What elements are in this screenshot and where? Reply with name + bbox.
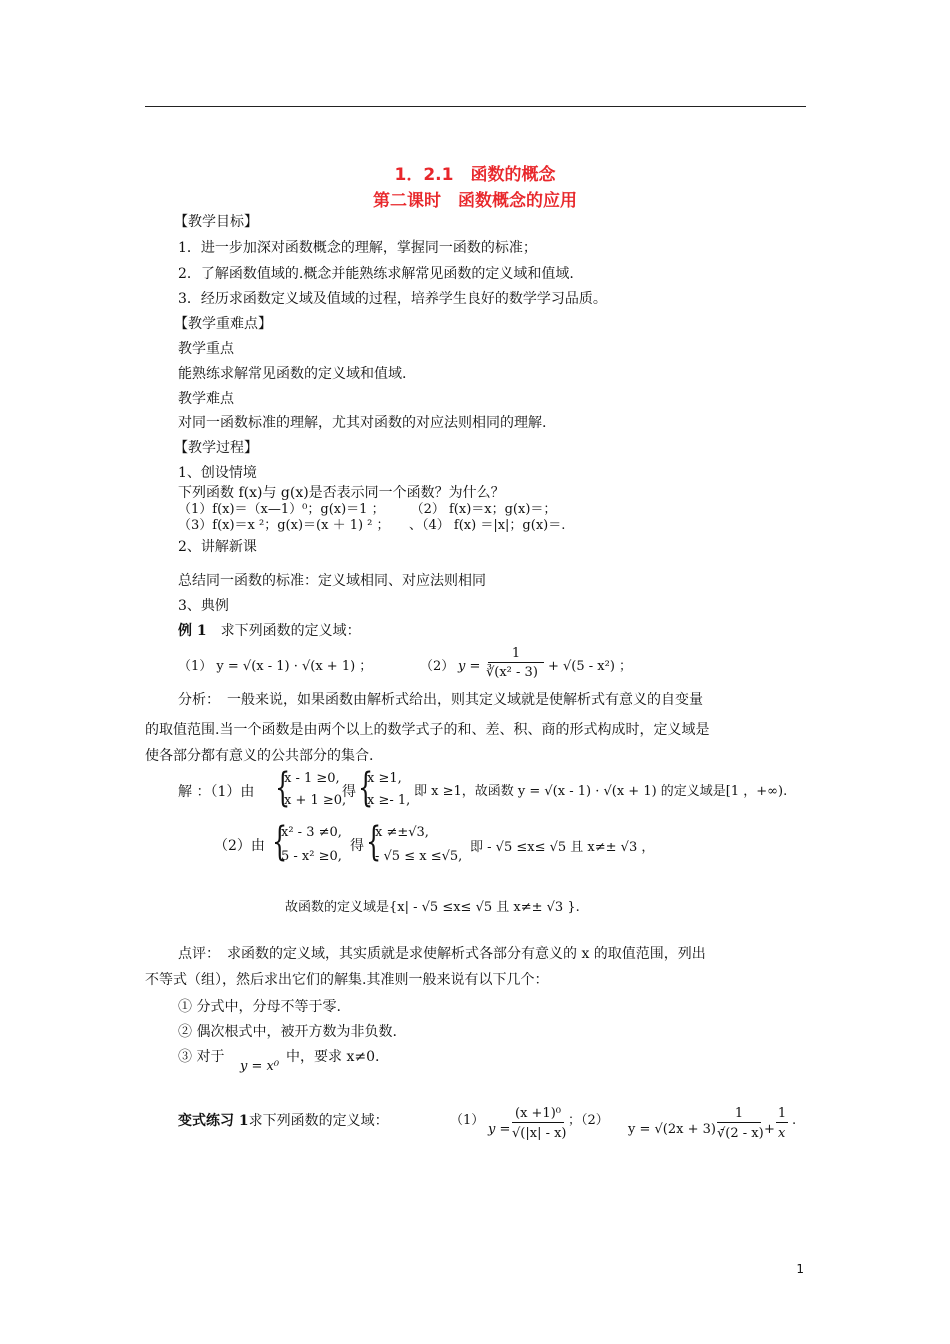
exercise-part-1-y: y =	[488, 1122, 511, 1137]
page-subtitle: 第二课时 函数概念的应用	[373, 191, 577, 211]
system-line: 5 - x² ≥0,	[281, 849, 342, 864]
page-title: 1．2.1 函数的概念	[394, 165, 556, 185]
analysis-line: 的取值范围.当一个函数是由两个以上的数学式子的和、差、积、商的形式构成时，定义域是	[145, 722, 710, 738]
left-brace: {	[366, 819, 382, 865]
left-brace: {	[275, 765, 291, 811]
exercise-text: 求下列函数的定义域：	[248, 1113, 389, 1129]
exercise-part-1-label: （1）	[450, 1113, 485, 1128]
fraction-numerator: 1	[717, 1106, 761, 1123]
example-part-2-label: （2）	[420, 659, 455, 674]
key-label: 教学重点	[178, 341, 234, 357]
system-line: x ≥- 1,	[367, 793, 411, 808]
step-heading: 3、典例	[178, 598, 229, 614]
fraction-numerator: 1	[488, 646, 544, 663]
rule-formula: y = x⁰	[240, 1059, 280, 1074]
solution-1-result: 即 x ≥1，故函数 y = √(x - 1) · √(x + 1) 的定义域是[1 ，+∞).	[414, 784, 788, 799]
rule-item: ① 分式中，分母不等于零.	[178, 999, 341, 1015]
exercise-label: 变式练习 1	[178, 1113, 249, 1129]
plus-sign: +	[764, 1122, 775, 1137]
fraction-numerator: (x +1)⁰	[512, 1106, 564, 1123]
exercise-part-2-label: ；（2）	[568, 1113, 609, 1128]
example-heading	[178, 621, 361, 641]
solution-2-conclusion: 故函数的定义域是{x| - √5 ≤x≤ √5 且 x≠± √3 }.	[285, 900, 580, 915]
step-heading: 2、讲解新课	[178, 539, 257, 555]
example-pair-2: （3）f(x)＝x ²；g(x)＝(x ＋ 1) ² ； 、（4） f(x) ＝|x|；g(x)＝.	[178, 518, 566, 533]
example-label: 例 1	[178, 623, 207, 639]
system-line: x - 1 ≥0,	[284, 771, 340, 786]
rule-item-suffix: 中，要求 x≠0.	[286, 1049, 380, 1065]
section-heading-process: 【教学过程】	[174, 440, 258, 456]
section-heading-goals: 【教学目标】	[174, 214, 258, 230]
system-line: x ≠±√3,	[375, 825, 429, 840]
solution-1-prefix: 解 ：（1）由	[178, 784, 255, 800]
fraction-numerator: 1	[777, 1106, 787, 1121]
difficulty-label: 教学难点	[178, 391, 234, 407]
key-text: 能熟练求解常见函数的定义域和值域.	[178, 366, 407, 382]
example-part-2-y: y =	[458, 659, 481, 674]
example-part-1: （1） y = √(x - 1) · √(x + 1) ；	[178, 659, 373, 674]
rule-item: ③ 对于	[178, 1049, 225, 1065]
system-line: - √5 ≤ x ≤√5,	[375, 849, 463, 864]
header-rule	[145, 106, 806, 107]
comment-line: 点评： 求函数的定义域，其实质就是求使解析式各部分有意义的 x 的取值范围，列出	[178, 946, 706, 962]
analysis-line: 分析： 一般来说，如果函数由解析式给出，则其定义域就是使解析式有意义的自变量	[178, 692, 703, 708]
comment-line: 不等式（组），然后求出它们的解集.其准则一般来说有以下几个：	[145, 972, 549, 988]
fraction-denominator: √(2 - x)	[717, 1126, 764, 1141]
rule-item: ② 偶次根式中，被开方数为非负数.	[178, 1024, 397, 1040]
left-brace: {	[272, 819, 288, 865]
summary-text: 总结同一函数的标准：定义域相同、对应法则相同	[178, 573, 486, 589]
difficulty-text: 对同一函数标准的理解，尤其对函数的对应法则相同的理解.	[178, 415, 547, 431]
step-heading: 1、创设情境	[178, 465, 257, 481]
solution-word: 得	[350, 838, 364, 854]
section-heading-key: 【教学重难点】	[174, 316, 272, 332]
goal-item: 2．了解函数值域的.概念并能熟练求解常见函数的定义域和值域.	[178, 266, 574, 282]
solution-2-prefix: （2）由	[214, 838, 265, 854]
exercise-end: .	[792, 1113, 797, 1128]
goal-item: 3．经历求函数定义域及值域的过程，培养学生良好的数学学习品质。	[178, 291, 607, 307]
example-pair-1: （1）f(x)＝（x—1）⁰；g(x)＝1 ； （2） f(x)＝x；g(x)＝；	[178, 502, 557, 517]
example-text: 求下列函数的定义域：	[206, 623, 361, 639]
page-number: 1	[796, 1262, 804, 1276]
left-brace: {	[358, 765, 374, 811]
exercise-heading	[178, 1111, 389, 1131]
example-part-2-rest: + √(5 - x²) ；	[548, 659, 633, 674]
solution-2-result: 即 - √5 ≤x≤ √5 且 x≠± √3 ，	[470, 840, 655, 855]
system-line: x² - 3 ≠0,	[281, 825, 342, 840]
exercise-part-2-expr: y = √(2x + 3) -	[628, 1122, 725, 1137]
fraction-denominator: √(|x| - x)	[512, 1126, 567, 1141]
system-line: x + 1 ≥0,	[284, 793, 347, 808]
analysis-line: 使各部分都有意义的公共部分的集合.	[145, 748, 374, 764]
fraction-denominator: ∛(x² - 3)	[486, 665, 538, 680]
solution-word: 得	[342, 784, 356, 800]
step-question: 下列函数 f(x)与 g(x)是否表示同一个函数？为什么？	[178, 485, 505, 501]
system-line: x ≥1,	[367, 771, 402, 786]
goal-item: 1．进一步加深对函数概念的理解，掌握同一函数的标准；	[178, 240, 537, 256]
fraction-denominator: x	[778, 1126, 786, 1141]
